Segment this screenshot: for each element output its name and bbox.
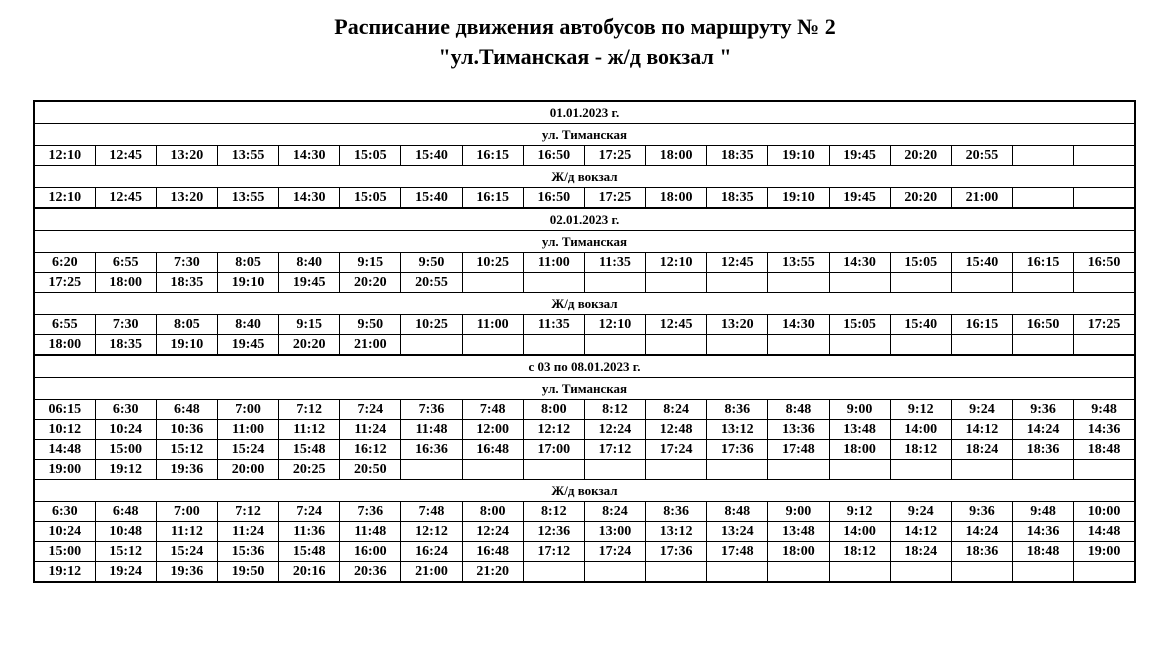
time-row <box>34 562 1135 583</box>
departure-time: 14:36 <box>1013 522 1074 542</box>
departure-time: 15:40 <box>401 146 462 166</box>
empty-cell <box>951 335 1012 356</box>
departure-time: 15:36 <box>217 542 278 562</box>
departure-time: 16:36 <box>401 440 462 460</box>
departure-time: 12:10 <box>646 253 707 273</box>
stop-name: ул. Тиманская <box>34 124 1135 146</box>
departure-time: 17:25 <box>1074 315 1135 335</box>
departure-time: 8:05 <box>156 315 217 335</box>
departure-time: 16:50 <box>523 146 584 166</box>
departure-time: 9:48 <box>1074 400 1135 420</box>
departure-time: 18:24 <box>890 542 951 562</box>
time-row <box>34 460 1135 480</box>
departure-time: 15:40 <box>890 315 951 335</box>
departure-time: 16:50 <box>1013 315 1074 335</box>
empty-cell <box>584 562 645 583</box>
departure-time: 13:00 <box>584 522 645 542</box>
departure-time: 7:30 <box>95 315 156 335</box>
stop-name: Ж/д вокзал <box>34 166 1135 188</box>
empty-cell <box>646 460 707 480</box>
departure-time: 14:30 <box>279 146 340 166</box>
departure-time: 15:40 <box>401 188 462 209</box>
departure-time: 15:40 <box>951 253 1012 273</box>
departure-time: 15:12 <box>156 440 217 460</box>
departure-time: 9:36 <box>1013 400 1074 420</box>
empty-cell <box>1013 146 1074 166</box>
departure-time: 19:10 <box>217 273 278 293</box>
departure-time: 7:36 <box>340 502 401 522</box>
departure-time: 16:12 <box>340 440 401 460</box>
departure-time: 20:50 <box>340 460 401 480</box>
departure-time: 10:24 <box>95 420 156 440</box>
departure-time: 9:15 <box>340 253 401 273</box>
departure-time: 13:24 <box>707 522 768 542</box>
time-row <box>34 502 1135 522</box>
departure-time: 18:00 <box>768 542 829 562</box>
departure-time: 17:48 <box>707 542 768 562</box>
empty-cell <box>1074 335 1135 356</box>
empty-cell <box>768 562 829 583</box>
departure-time: 8:48 <box>768 400 829 420</box>
departure-time: 15:00 <box>34 542 95 562</box>
departure-time: 15:00 <box>95 440 156 460</box>
empty-cell <box>707 460 768 480</box>
departure-time: 15:05 <box>340 146 401 166</box>
departure-time: 16:50 <box>1074 253 1135 273</box>
schedule-table <box>33 100 1136 583</box>
departure-time: 18:00 <box>95 273 156 293</box>
departure-time: 10:00 <box>1074 502 1135 522</box>
departure-time: 19:50 <box>217 562 278 583</box>
departure-time: 11:48 <box>340 522 401 542</box>
departure-time: 21:20 <box>462 562 523 583</box>
departure-time: 20:20 <box>890 146 951 166</box>
empty-cell <box>462 273 523 293</box>
departure-time: 16:00 <box>340 542 401 562</box>
date-header-row <box>34 355 1135 378</box>
departure-time: 9:12 <box>890 400 951 420</box>
departure-time: 6:55 <box>95 253 156 273</box>
departure-time: 12:36 <box>523 522 584 542</box>
departure-time: 7:36 <box>401 400 462 420</box>
departure-time: 13:20 <box>707 315 768 335</box>
date-header: 02.01.2023 г. <box>34 208 1135 231</box>
departure-time: 18:00 <box>829 440 890 460</box>
empty-cell <box>462 335 523 356</box>
departure-time: 13:36 <box>768 420 829 440</box>
empty-cell <box>462 460 523 480</box>
departure-time: 10:25 <box>462 253 523 273</box>
departure-time: 8:40 <box>217 315 278 335</box>
departure-time: 11:24 <box>340 420 401 440</box>
stop-name: ул. Тиманская <box>34 231 1135 253</box>
departure-time: 7:12 <box>279 400 340 420</box>
departure-time: 6:30 <box>34 502 95 522</box>
stop-header-row <box>34 124 1135 146</box>
stop-header-row <box>34 378 1135 400</box>
departure-time: 18:36 <box>1013 440 1074 460</box>
empty-cell <box>768 273 829 293</box>
departure-time: 19:45 <box>217 335 278 356</box>
departure-time: 19:45 <box>279 273 340 293</box>
departure-time: 11:00 <box>462 315 523 335</box>
departure-time: 6:20 <box>34 253 95 273</box>
departure-time: 20:16 <box>279 562 340 583</box>
departure-time: 12:48 <box>646 420 707 440</box>
departure-time: 7:24 <box>279 502 340 522</box>
time-row <box>34 400 1135 420</box>
empty-cell <box>890 562 951 583</box>
departure-time: 8:40 <box>279 253 340 273</box>
departure-time: 13:55 <box>217 146 278 166</box>
departure-time: 10:25 <box>401 315 462 335</box>
empty-cell <box>646 335 707 356</box>
departure-time: 12:24 <box>462 522 523 542</box>
departure-time: 21:00 <box>340 335 401 356</box>
departure-time: 14:48 <box>1074 522 1135 542</box>
departure-time: 15:05 <box>890 253 951 273</box>
empty-cell <box>1013 188 1074 209</box>
empty-cell <box>523 335 584 356</box>
departure-time: 17:36 <box>707 440 768 460</box>
departure-time: 20:55 <box>951 146 1012 166</box>
departure-time: 13:20 <box>156 188 217 209</box>
departure-time: 19:45 <box>829 188 890 209</box>
empty-cell <box>890 460 951 480</box>
departure-time: 15:48 <box>279 440 340 460</box>
departure-time: 15:24 <box>217 440 278 460</box>
departure-time: 7:00 <box>156 502 217 522</box>
departure-time: 16:50 <box>523 188 584 209</box>
time-row <box>34 273 1135 293</box>
empty-cell <box>890 335 951 356</box>
departure-time: 17:25 <box>34 273 95 293</box>
departure-time: 19:12 <box>95 460 156 480</box>
departure-time: 13:48 <box>768 522 829 542</box>
departure-time: 12:00 <box>462 420 523 440</box>
departure-time: 14:00 <box>890 420 951 440</box>
empty-cell <box>707 273 768 293</box>
departure-time: 9:12 <box>829 502 890 522</box>
departure-time: 19:45 <box>829 146 890 166</box>
time-row <box>34 522 1135 542</box>
departure-time: 9:50 <box>401 253 462 273</box>
departure-time: 6:48 <box>95 502 156 522</box>
departure-time: 7:30 <box>156 253 217 273</box>
departure-time: 8:12 <box>584 400 645 420</box>
departure-time: 10:12 <box>34 420 95 440</box>
departure-time: 12:10 <box>34 188 95 209</box>
empty-cell <box>829 460 890 480</box>
departure-time: 6:48 <box>156 400 217 420</box>
departure-time: 17:24 <box>584 542 645 562</box>
empty-cell <box>401 460 462 480</box>
departure-time: 9:00 <box>768 502 829 522</box>
departure-time: 21:00 <box>951 188 1012 209</box>
departure-time: 14:00 <box>829 522 890 542</box>
departure-time: 11:48 <box>401 420 462 440</box>
departure-time: 15:05 <box>829 315 890 335</box>
date-header: 01.01.2023 г. <box>34 101 1135 124</box>
departure-time: 20:00 <box>217 460 278 480</box>
empty-cell <box>707 335 768 356</box>
departure-time: 17:12 <box>584 440 645 460</box>
departure-time: 12:10 <box>34 146 95 166</box>
departure-time: 8:36 <box>646 502 707 522</box>
stop-header-row <box>34 293 1135 315</box>
departure-time: 6:55 <box>34 315 95 335</box>
departure-time: 8:48 <box>707 502 768 522</box>
departure-time: 9:24 <box>951 400 1012 420</box>
departure-time: 17:24 <box>646 440 707 460</box>
departure-time: 16:15 <box>1013 253 1074 273</box>
time-row <box>34 335 1135 356</box>
departure-time: 10:24 <box>34 522 95 542</box>
empty-cell <box>1074 188 1135 209</box>
departure-time: 11:35 <box>584 253 645 273</box>
empty-cell <box>1074 146 1135 166</box>
departure-time: 18:00 <box>646 188 707 209</box>
departure-time: 15:48 <box>279 542 340 562</box>
departure-time: 14:36 <box>1074 420 1135 440</box>
empty-cell <box>707 562 768 583</box>
stop-header-row <box>34 166 1135 188</box>
departure-time: 18:24 <box>951 440 1012 460</box>
departure-time: 8:00 <box>523 400 584 420</box>
departure-time: 8:24 <box>584 502 645 522</box>
departure-time: 13:55 <box>768 253 829 273</box>
departure-time: 14:12 <box>890 522 951 542</box>
departure-time: 8:24 <box>646 400 707 420</box>
departure-time: 18:00 <box>646 146 707 166</box>
departure-time: 20:25 <box>279 460 340 480</box>
schedule-title: Расписание движения автобусов по маршруту № 2 <box>334 14 836 39</box>
departure-time: 7:12 <box>217 502 278 522</box>
empty-cell <box>584 460 645 480</box>
departure-time: 20:36 <box>340 562 401 583</box>
stop-name: Ж/д вокзал <box>34 293 1135 315</box>
departure-time: 18:36 <box>951 542 1012 562</box>
empty-cell <box>1074 273 1135 293</box>
departure-time: 17:00 <box>523 440 584 460</box>
departure-time: 9:48 <box>1013 502 1074 522</box>
departure-time: 20:55 <box>401 273 462 293</box>
date-header: с 03 по 08.01.2023 г. <box>34 355 1135 378</box>
empty-cell <box>829 335 890 356</box>
departure-time: 11:24 <box>217 522 278 542</box>
departure-time: 18:48 <box>1013 542 1074 562</box>
departure-time: 11:00 <box>217 420 278 440</box>
departure-time: 20:20 <box>890 188 951 209</box>
empty-cell <box>1074 562 1135 583</box>
departure-time: 17:12 <box>523 542 584 562</box>
departure-time: 13:55 <box>217 188 278 209</box>
empty-cell <box>951 460 1012 480</box>
time-row <box>34 253 1135 273</box>
time-row <box>34 188 1135 209</box>
departure-time: 11:12 <box>156 522 217 542</box>
departure-time: 9:50 <box>340 315 401 335</box>
departure-time: 14:24 <box>951 522 1012 542</box>
departure-time: 6:30 <box>95 400 156 420</box>
departure-time: 12:45 <box>646 315 707 335</box>
time-row <box>34 440 1135 460</box>
empty-cell <box>584 273 645 293</box>
time-row <box>34 420 1135 440</box>
departure-time: 17:48 <box>768 440 829 460</box>
departure-time: 12:12 <box>401 522 462 542</box>
stop-header-row <box>34 480 1135 502</box>
departure-time: 13:48 <box>829 420 890 440</box>
departure-time: 16:24 <box>401 542 462 562</box>
stop-header-row <box>34 231 1135 253</box>
departure-time: 11:00 <box>523 253 584 273</box>
departure-time: 15:05 <box>340 188 401 209</box>
departure-time: 14:30 <box>829 253 890 273</box>
empty-cell <box>890 273 951 293</box>
empty-cell <box>523 460 584 480</box>
departure-time: 14:30 <box>768 315 829 335</box>
departure-time: 15:24 <box>156 542 217 562</box>
departure-time: 19:36 <box>156 562 217 583</box>
departure-time: 8:05 <box>217 253 278 273</box>
departure-time: 12:24 <box>584 420 645 440</box>
departure-time: 11:36 <box>279 522 340 542</box>
departure-time: 17:25 <box>584 146 645 166</box>
departure-time: 19:00 <box>1074 542 1135 562</box>
empty-cell <box>768 460 829 480</box>
departure-time: 12:12 <box>523 420 584 440</box>
departure-time: 16:15 <box>462 188 523 209</box>
empty-cell <box>1013 460 1074 480</box>
empty-cell <box>951 562 1012 583</box>
departure-time: 18:48 <box>1074 440 1135 460</box>
departure-time: 18:35 <box>156 273 217 293</box>
route-name: "ул.Тиманская - ж/д вокзал " <box>438 44 732 69</box>
departure-time: 18:12 <box>890 440 951 460</box>
stop-name: Ж/д вокзал <box>34 480 1135 502</box>
departure-time: 20:20 <box>279 335 340 356</box>
departure-time: 16:48 <box>462 542 523 562</box>
departure-time: 8:12 <box>523 502 584 522</box>
departure-time: 17:25 <box>584 188 645 209</box>
departure-time: 11:35 <box>523 315 584 335</box>
departure-time: 10:48 <box>95 522 156 542</box>
empty-cell <box>1074 460 1135 480</box>
departure-time: 19:10 <box>768 146 829 166</box>
departure-time: 12:45 <box>707 253 768 273</box>
departure-time: 16:48 <box>462 440 523 460</box>
date-header-row <box>34 208 1135 231</box>
departure-time: 8:00 <box>462 502 523 522</box>
departure-time: 19:12 <box>34 562 95 583</box>
departure-time: 16:15 <box>951 315 1012 335</box>
departure-time: 7:48 <box>401 502 462 522</box>
departure-time: 14:24 <box>1013 420 1074 440</box>
empty-cell <box>829 562 890 583</box>
departure-time: 12:45 <box>95 146 156 166</box>
departure-time: 7:48 <box>462 400 523 420</box>
departure-time: 19:24 <box>95 562 156 583</box>
departure-time: 7:00 <box>217 400 278 420</box>
date-header-row <box>34 101 1135 124</box>
empty-cell <box>523 273 584 293</box>
time-row <box>34 542 1135 562</box>
departure-time: 16:15 <box>462 146 523 166</box>
departure-time: 12:10 <box>584 315 645 335</box>
departure-time: 9:00 <box>829 400 890 420</box>
departure-time: 13:20 <box>156 146 217 166</box>
departure-time: 15:12 <box>95 542 156 562</box>
empty-cell <box>1013 335 1074 356</box>
departure-time: 8:36 <box>707 400 768 420</box>
time-row <box>34 315 1135 335</box>
departure-time: 13:12 <box>707 420 768 440</box>
empty-cell <box>951 273 1012 293</box>
departure-time: 12:45 <box>95 188 156 209</box>
departure-time: 19:36 <box>156 460 217 480</box>
empty-cell <box>646 273 707 293</box>
departure-time: 9:24 <box>890 502 951 522</box>
departure-time: 20:20 <box>340 273 401 293</box>
empty-cell <box>768 335 829 356</box>
empty-cell <box>584 335 645 356</box>
departure-time: 18:12 <box>829 542 890 562</box>
departure-time: 13:12 <box>646 522 707 542</box>
departure-time: 19:10 <box>156 335 217 356</box>
departure-time: 19:10 <box>768 188 829 209</box>
schedule-table-body <box>34 101 1135 582</box>
departure-time: 10:36 <box>156 420 217 440</box>
departure-time: 18:35 <box>707 146 768 166</box>
time-row <box>34 146 1135 166</box>
empty-cell <box>1013 562 1074 583</box>
empty-cell <box>829 273 890 293</box>
departure-time: 11:12 <box>279 420 340 440</box>
departure-time: 9:15 <box>279 315 340 335</box>
departure-time: 18:35 <box>707 188 768 209</box>
departure-time: 14:30 <box>279 188 340 209</box>
departure-time: 18:35 <box>95 335 156 356</box>
departure-time: 19:00 <box>34 460 95 480</box>
empty-cell <box>1013 273 1074 293</box>
empty-cell <box>523 562 584 583</box>
departure-time: 14:48 <box>34 440 95 460</box>
departure-time: 17:36 <box>646 542 707 562</box>
empty-cell <box>646 562 707 583</box>
departure-time: 9:36 <box>951 502 1012 522</box>
stop-name: ул. Тиманская <box>34 378 1135 400</box>
departure-time: 21:00 <box>401 562 462 583</box>
empty-cell <box>401 335 462 356</box>
departure-time: 7:24 <box>340 400 401 420</box>
departure-time: 18:00 <box>34 335 95 356</box>
departure-time: 14:12 <box>951 420 1012 440</box>
departure-time: 06:15 <box>34 400 95 420</box>
